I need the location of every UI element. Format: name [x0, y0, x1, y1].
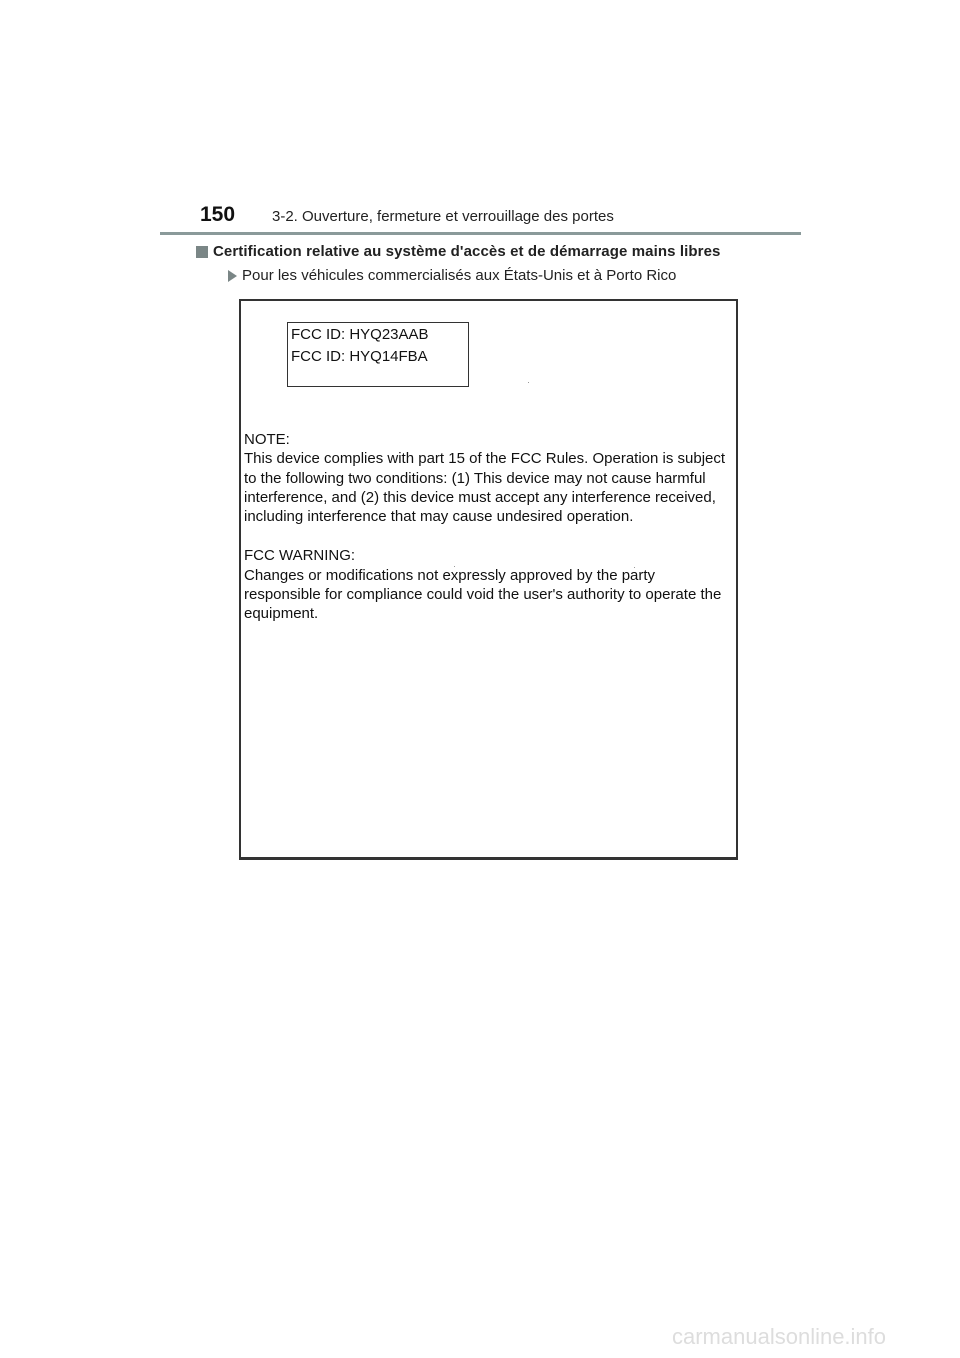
warning-line: Changes or modifications not expressly approved by the party — [244, 566, 656, 584]
square-bullet-icon — [196, 246, 208, 258]
bullet-line — [228, 267, 676, 284]
warning-line: responsible for compliance could void the user's authority to operate the — [244, 586, 722, 604]
fcc-note-block — [244, 430, 736, 624]
warning-line: equipment. — [244, 605, 319, 623]
warning-heading: FCC WARNING: — [244, 547, 356, 565]
fcc-id-box — [287, 322, 469, 387]
note-line: This device complies with part 15 of the FCC Rules. Operation is subject — [244, 450, 726, 468]
bullet-text: Pour les véhicules commercialisés aux États-Unis et à Porto Rico — [242, 267, 677, 284]
page-number: 150 — [200, 203, 236, 226]
fcc-id-1: FCC ID: HYQ23AAB — [291, 326, 429, 343]
note-line: to the following two conditions: (1) This device may not cause harmful — [244, 469, 706, 487]
scan-speck — [528, 382, 529, 383]
note-line: including interference that may cause undesired operation. — [244, 508, 634, 526]
subheading-text: Certification relative au système d'accès et de démarrage mains libres — [213, 243, 721, 260]
watermark: carmanualsonline.info — [672, 1324, 887, 1349]
section-title: 3-2. Ouverture, fermeture et verrouillage des portes — [272, 208, 614, 225]
header-divider — [160, 232, 801, 235]
subheading — [196, 243, 720, 260]
note-line: interference, and (2) this device must accept any interference received, — [244, 488, 716, 506]
triangle-bullet-icon — [228, 270, 237, 282]
note-heading: NOTE: — [244, 431, 290, 448]
fcc-id-2: FCC ID: HYQ14FBA — [291, 348, 428, 365]
